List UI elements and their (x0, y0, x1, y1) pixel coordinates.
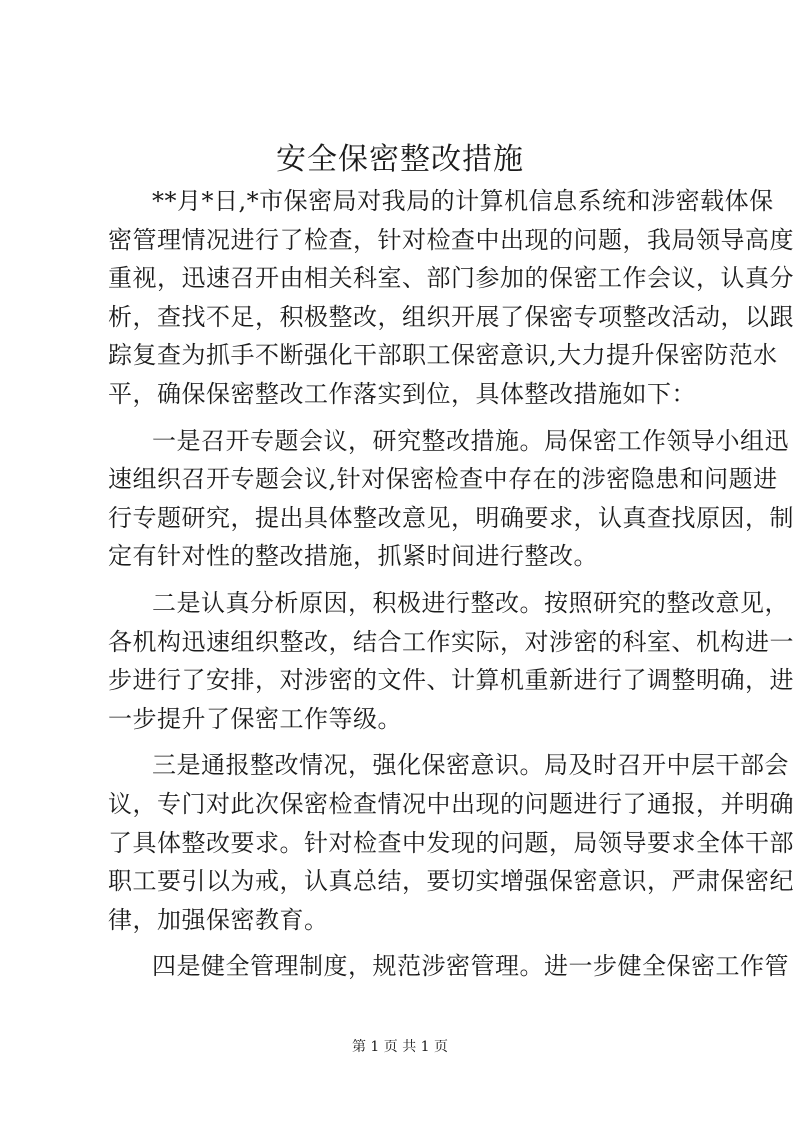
page-footer: 第 1 页 共 1 页 (351, 1039, 449, 1055)
paragraph-3 (108, 584, 794, 738)
text-line: 一是召开专题会议，研究整改措施。局保密工作领导小组迅 (152, 426, 789, 455)
text-line: 三是通报整改情况，强化保密意识。局及时召开中层干部会 (152, 751, 789, 780)
text-line: 各机构迅速组织整改，结合工作实际，对涉密的科室、机构进一 (108, 627, 794, 656)
text-line: 平，确保保密整改工作落实到位，具体整改措施如下： (108, 379, 696, 408)
document-body (108, 182, 794, 994)
document-title: 安全保密整改措施 (276, 142, 524, 177)
text-line: 速组织召开专题会议,针对保密检查中存在的涉密隐患和问题进 (108, 465, 778, 494)
text-line: 重视，迅速召开由相关科室、部门参加的保密工作会议，认真分 (108, 264, 794, 293)
text-line: 步进行了安排，对涉密的文件、计算机重新进行了调整明确，进 (108, 666, 794, 695)
paragraph-4 (108, 746, 794, 939)
text-line: 二是认真分析原因，积极进行整改。按照研究的整改意见， (152, 588, 789, 617)
text-line: 行专题研究，提出具体整改意见，明确要求，认真查找原因，制 (108, 503, 794, 532)
text-line: **月*日,*市保密局对我局的计算机信息系统和涉密载体保 (152, 187, 774, 215)
text-line: 密管理情况进行了检查，针对检查中出现的问题，我局领导高度 (108, 225, 794, 254)
paragraph-1 (108, 182, 794, 414)
text-line: 定有针对性的整改措施，抓紧时间进行整改。 (108, 542, 598, 571)
text-line: 职工要引以为戒，认真总结，要切实增强保密意识，严肃保密纪 (108, 867, 794, 896)
paragraph-2 (108, 422, 794, 576)
text-line: 踪复查为抓手不断强化干部职工保密意识,大力提升保密防范水 (108, 341, 778, 370)
text-line: 律，加强保密教育。 (108, 905, 329, 934)
text-line: 四是健全管理制度，规范涉密管理。进一步健全保密工作管 (152, 952, 789, 981)
text-line: 议，专门对此次保密检查情况中出现的问题进行了通报，并明确 (108, 789, 794, 818)
text-line: 了具体整改要求。针对检查中发现的问题，局领导要求全体干部 (108, 828, 794, 857)
text-line: 一步提升了保密工作等级。 (108, 704, 402, 733)
text-line: 析，查找不足，积极整改，组织开展了保密专项整改活动，以跟 (108, 302, 794, 331)
paragraph-5 (108, 947, 789, 986)
